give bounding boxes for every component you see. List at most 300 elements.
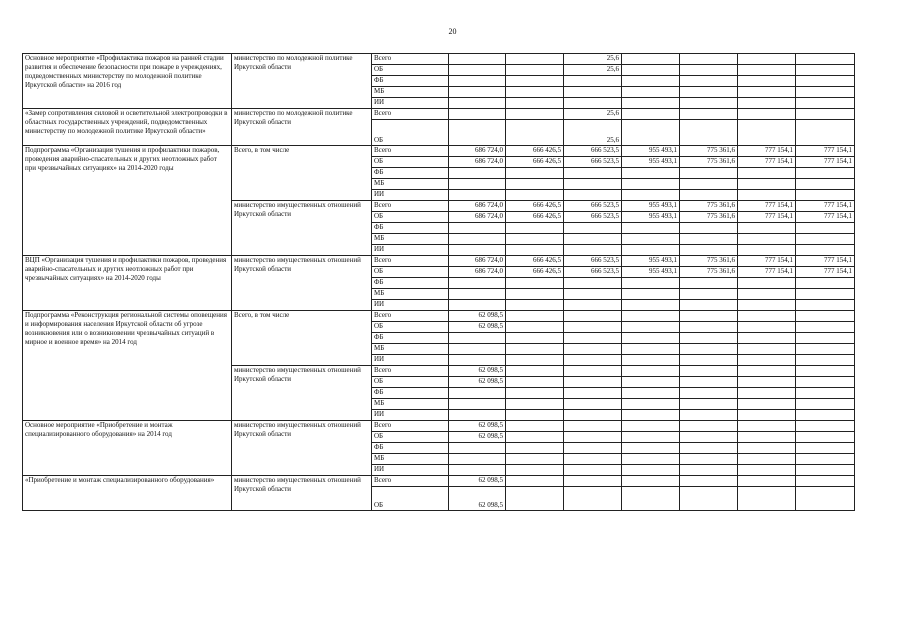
value-cell [564,245,622,256]
funding-source-cell: Всего [372,476,449,487]
value-cell [622,289,680,300]
value-cell [564,87,622,98]
value-cell [449,223,506,234]
value-cell [796,54,855,65]
value-cell [622,168,680,179]
value-cell [738,410,796,421]
measure-name-cell: «Замер сопротивления силовой и осветительной электропроводки в областных государственных учреждений, подведомственных министерству по молодежной политике Иркутской области» [23,109,232,146]
value-cell [564,454,622,465]
value-cell [506,410,564,421]
value-cell [564,168,622,179]
value-cell: 25,6 [564,120,622,146]
value-cell: 62 098,5 [449,432,506,443]
value-cell [449,454,506,465]
funding-source-cell: МБ [372,87,449,98]
funding-source-cell: Всего [372,201,449,212]
value-cell [449,98,506,109]
value-cell: 686 724,0 [449,201,506,212]
value-cell [796,168,855,179]
value-cell [680,421,738,432]
value-cell [738,443,796,454]
funding-source-cell: ИИ [372,245,449,256]
value-cell [622,65,680,76]
funding-source-cell: ИИ [372,355,449,366]
value-cell [622,300,680,311]
funding-source-cell: ФБ [372,168,449,179]
value-cell [564,76,622,87]
value-cell [564,377,622,388]
value-cell [564,223,622,234]
table-body [23,54,855,511]
value-cell [506,76,564,87]
value-cell [796,476,855,487]
value-cell: 777 154,1 [738,267,796,278]
value-cell [449,65,506,76]
value-cell [506,234,564,245]
value-cell [796,410,855,421]
value-cell [738,377,796,388]
executor-cell: министерство по молодежной политике Иркутской области [232,109,372,146]
value-cell [680,65,738,76]
value-cell [449,300,506,311]
value-cell [564,333,622,344]
value-cell [564,366,622,377]
value-cell: 25,6 [564,54,622,65]
value-cell: 666 523,5 [564,256,622,267]
value-cell [449,278,506,289]
value-cell [796,421,855,432]
funding-source-cell: ФБ [372,76,449,87]
value-cell [738,399,796,410]
funding-source-cell: МБ [372,289,449,300]
value-cell [506,65,564,76]
value-cell [564,289,622,300]
value-cell: 666 426,5 [506,212,564,223]
value-cell [738,76,796,87]
value-cell [738,245,796,256]
value-cell [680,388,738,399]
measure-name-cell: Подпрограмма «Реконструкция региональной системы оповещения и информирования населения Иркутской области об угрозе возникновения или о возникновении чрезвычайных ситуаций в мирное и военное время» на 2014 год [23,311,232,421]
value-cell: 775 361,6 [680,256,738,267]
funding-source-cell: ОБ [372,120,449,146]
value-cell [564,465,622,476]
value-cell: 666 523,5 [564,146,622,157]
value-cell [449,245,506,256]
value-cell: 686 724,0 [449,267,506,278]
value-cell [506,366,564,377]
value-cell [449,355,506,366]
value-cell [796,333,855,344]
value-cell [506,54,564,65]
value-cell [506,223,564,234]
value-cell [622,223,680,234]
value-cell [506,190,564,201]
funding-source-cell: Всего [372,109,449,120]
value-cell [680,465,738,476]
measure-name-cell: Основное мероприятие «Профилактика пожаров на ранней стадии развития и обеспечение безопасности при пожаре в учреждениях, подведомственных министерству по молодежной политике Иркутской области» на 2016 год [23,54,232,109]
value-cell [680,245,738,256]
executor-cell: министерство имущественных отношений Иркутской области [232,476,372,511]
value-cell [738,421,796,432]
value-cell [796,311,855,322]
value-cell [738,344,796,355]
value-cell [564,190,622,201]
value-cell: 62 098,5 [449,366,506,377]
funding-source-cell: МБ [372,179,449,190]
value-cell [564,476,622,487]
value-cell [622,355,680,366]
value-cell [796,344,855,355]
funding-source-cell: ФБ [372,443,449,454]
value-cell [506,109,564,120]
value-cell [738,179,796,190]
value-cell: 775 361,6 [680,146,738,157]
value-cell [680,54,738,65]
value-cell [449,399,506,410]
table-row [23,109,855,120]
value-cell [506,300,564,311]
page-number: 20 [448,27,457,36]
value-cell [622,476,680,487]
funding-source-cell: ОБ [372,432,449,443]
value-cell: 777 154,1 [796,267,855,278]
value-cell [796,465,855,476]
table-row [23,146,855,157]
value-cell [738,223,796,234]
value-cell [622,465,680,476]
value-cell [796,454,855,465]
value-cell [622,179,680,190]
executor-cell: министерство имущественных отношений Иркутской области [232,256,372,311]
value-cell [564,179,622,190]
value-cell [506,355,564,366]
value-cell: 777 154,1 [796,201,855,212]
value-cell [506,421,564,432]
value-cell: 666 523,5 [564,267,622,278]
value-cell [796,432,855,443]
value-cell [796,76,855,87]
value-cell: 666 426,5 [506,256,564,267]
value-cell: 777 154,1 [738,256,796,267]
table-row [23,256,855,267]
value-cell [622,454,680,465]
value-cell [680,366,738,377]
value-cell [738,54,796,65]
value-cell [506,476,564,487]
value-cell [449,388,506,399]
value-cell [622,410,680,421]
funding-source-cell: МБ [372,454,449,465]
value-cell: 777 154,1 [796,212,855,223]
funding-source-cell: ОБ [372,212,449,223]
value-cell [738,465,796,476]
value-cell [506,487,564,511]
value-cell [796,223,855,234]
value-cell [796,65,855,76]
value-cell [796,487,855,511]
value-cell [738,322,796,333]
value-cell [449,168,506,179]
value-cell [796,278,855,289]
value-cell: 775 361,6 [680,157,738,168]
value-cell [796,234,855,245]
value-cell [622,120,680,146]
funding-source-cell: ИИ [372,465,449,476]
value-cell: 25,6 [564,109,622,120]
value-cell: 775 361,6 [680,212,738,223]
value-cell [449,465,506,476]
value-cell [680,333,738,344]
value-cell: 686 724,0 [449,256,506,267]
value-cell [449,120,506,146]
value-cell [796,399,855,410]
funding-source-cell: Всего [372,54,449,65]
value-cell [796,388,855,399]
value-cell: 955 493,1 [622,256,680,267]
value-cell [738,65,796,76]
value-cell [680,487,738,511]
table-row [23,311,855,322]
value-cell [564,344,622,355]
value-cell [680,179,738,190]
value-cell [796,300,855,311]
value-cell [796,190,855,201]
value-cell [738,98,796,109]
value-cell: 62 098,5 [449,487,506,511]
value-cell [680,300,738,311]
value-cell: 775 361,6 [680,201,738,212]
value-cell [622,432,680,443]
value-cell [796,355,855,366]
value-cell [680,355,738,366]
funding-source-cell: ОБ [372,487,449,511]
value-cell [506,399,564,410]
value-cell [564,311,622,322]
value-cell [622,344,680,355]
value-cell [680,223,738,234]
value-cell [449,289,506,300]
funding-source-cell: ОБ [372,322,449,333]
value-cell [622,54,680,65]
value-cell [680,322,738,333]
value-cell [738,120,796,146]
value-cell [796,109,855,120]
value-cell [738,311,796,322]
value-cell: 777 154,1 [738,146,796,157]
value-cell [738,388,796,399]
value-cell [622,377,680,388]
value-cell [564,432,622,443]
value-cell [564,98,622,109]
value-cell: 62 098,5 [449,421,506,432]
value-cell [506,289,564,300]
value-cell [622,322,680,333]
value-cell: 62 098,5 [449,476,506,487]
value-cell: 955 493,1 [622,212,680,223]
funding-source-cell: ОБ [372,65,449,76]
value-cell [622,76,680,87]
value-cell [622,366,680,377]
value-cell [738,366,796,377]
value-cell [622,234,680,245]
executor-cell: Всего, в том числе [232,311,372,366]
value-cell [449,410,506,421]
value-cell [796,87,855,98]
value-cell [680,120,738,146]
value-cell: 777 154,1 [796,157,855,168]
value-cell [738,109,796,120]
value-cell: 686 724,0 [449,146,506,157]
value-cell [738,234,796,245]
funding-source-cell: ИИ [372,300,449,311]
table-row [23,476,855,487]
value-cell [680,289,738,300]
value-cell [506,454,564,465]
funding-source-cell: ФБ [372,278,449,289]
value-cell [738,355,796,366]
value-cell [738,278,796,289]
value-cell [506,168,564,179]
value-cell [449,109,506,120]
value-cell [506,465,564,476]
value-cell [564,278,622,289]
value-cell [564,300,622,311]
funding-source-cell: ИИ [372,190,449,201]
value-cell [622,98,680,109]
value-cell [796,98,855,109]
executor-cell: министерство имущественных отношений Иркутской области [232,421,372,476]
value-cell [506,388,564,399]
value-cell [449,443,506,454]
value-cell [680,410,738,421]
value-cell: 777 154,1 [796,146,855,157]
value-cell [738,333,796,344]
value-cell [564,388,622,399]
value-cell [506,432,564,443]
value-cell [622,487,680,511]
table-row [23,54,855,65]
value-cell [564,234,622,245]
value-cell [680,109,738,120]
funding-source-cell: ФБ [372,223,449,234]
value-cell [738,432,796,443]
value-cell: 955 493,1 [622,267,680,278]
value-cell [506,278,564,289]
value-cell [680,443,738,454]
value-cell: 955 493,1 [622,146,680,157]
value-cell [680,476,738,487]
value-cell [680,399,738,410]
value-cell: 955 493,1 [622,157,680,168]
value-cell [738,300,796,311]
measure-name-cell: ВЦП «Организация тушения и профилактики пожаров, проведения аварийно-спасательных и других неотложных работ при чрезвычайных ситуациях» на 2014-2020 годы [23,256,232,311]
value-cell: 666 523,5 [564,201,622,212]
value-cell [622,421,680,432]
value-cell: 666 523,5 [564,212,622,223]
value-cell [680,234,738,245]
funding-source-cell: ОБ [372,267,449,278]
value-cell [622,333,680,344]
value-cell [506,322,564,333]
value-cell [506,311,564,322]
value-cell [622,109,680,120]
value-cell [622,190,680,201]
funding-source-cell: Всего [372,421,449,432]
value-cell [738,454,796,465]
value-cell [506,377,564,388]
value-cell [680,344,738,355]
value-cell [796,179,855,190]
value-cell: 955 493,1 [622,201,680,212]
value-cell: 666 426,5 [506,267,564,278]
value-cell [506,87,564,98]
value-cell: 62 098,5 [449,377,506,388]
value-cell [449,76,506,87]
value-cell [564,487,622,511]
measure-name-cell: Подпрограмма «Организация тушения и профилактики пожаров, проведения аварийно-спасательных и других неотложных работ при чрезвычайных ситуациях» на 2014-2020 годы [23,146,232,256]
value-cell: 666 523,5 [564,157,622,168]
funding-source-cell: Всего [372,256,449,267]
funding-source-cell: Всего [372,146,449,157]
value-cell [796,120,855,146]
value-cell: 62 098,5 [449,322,506,333]
value-cell [449,179,506,190]
value-cell [449,87,506,98]
value-cell [680,311,738,322]
value-cell [796,366,855,377]
funding-source-cell: МБ [372,399,449,410]
value-cell [449,234,506,245]
value-cell [622,388,680,399]
value-cell [738,487,796,511]
value-cell [738,168,796,179]
executor-cell: министерство по молодежной политике Иркутской области [232,54,372,109]
funding-source-cell: Всего [372,311,449,322]
value-cell [796,322,855,333]
value-cell [449,333,506,344]
value-cell [564,322,622,333]
table-row [23,421,855,432]
funding-source-cell: МБ [372,234,449,245]
value-cell: 666 426,5 [506,157,564,168]
value-cell [506,443,564,454]
value-cell [738,190,796,201]
measure-name-cell: Основное мероприятие «Приобретение и монтаж специализированного оборудования» на 2014 год [23,421,232,476]
value-cell [796,245,855,256]
value-cell [622,245,680,256]
value-cell: 686 724,0 [449,212,506,223]
value-cell [564,410,622,421]
value-cell [506,179,564,190]
executor-cell: Всего, в том числе [232,146,372,201]
value-cell [680,76,738,87]
value-cell [564,399,622,410]
value-cell: 666 426,5 [506,146,564,157]
value-cell [506,245,564,256]
value-cell [738,476,796,487]
measure-name-cell: «Приобретение и монтаж специализированного оборудования» [23,476,232,511]
value-cell [622,278,680,289]
funding-source-cell: ФБ [372,388,449,399]
value-cell [680,168,738,179]
funding-source-cell: ОБ [372,377,449,388]
value-cell [449,54,506,65]
executor-cell: министерство имущественных отношений Иркутской области [232,366,372,421]
value-cell: 25,6 [564,65,622,76]
value-cell [622,87,680,98]
value-cell [796,289,855,300]
value-cell [680,190,738,201]
